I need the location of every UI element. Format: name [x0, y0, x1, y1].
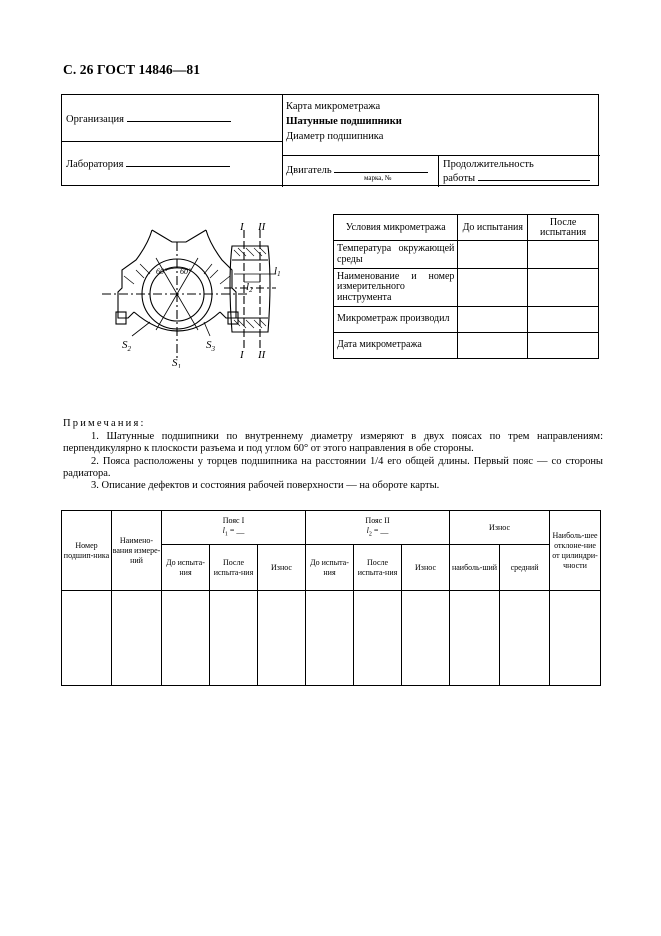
section-label-II-top: II [258, 221, 266, 233]
measurement-table [61, 510, 601, 686]
s1-label: $S_1$ [172, 357, 181, 368]
l1-label: l1 [274, 265, 281, 278]
header-card [61, 94, 599, 186]
col-belt2-before: До испыта-ния [306, 545, 354, 591]
col-belt1-wear: Износ [258, 545, 306, 591]
bearing-section-figure [224, 220, 286, 362]
conditions-header-before: До испытания [458, 215, 528, 241]
l2-label: l2 [246, 281, 253, 294]
card-title: Карта микрометража [286, 101, 381, 112]
duration-blank [478, 171, 590, 181]
conditions-cell-before [458, 241, 528, 269]
section-label-II-bottom: II [258, 349, 266, 361]
organization-label: Организация [66, 114, 124, 125]
table-row [62, 591, 601, 686]
col-measurement-name: Наимено-вания измере-ний [112, 511, 162, 591]
conditions-cell-after [528, 333, 599, 359]
conditions-cell-before [458, 307, 528, 333]
col-belt1-after: После испыта-ния [210, 545, 258, 591]
col-max-deviation: Наиболь-шее отклоне-ние от цилиндри-чности [550, 511, 601, 591]
note-item: 1. Шатунные подшипники по внутреннему диаметру измеряют в двух поясах по трем направлениям: перпендикулярно к плоскости разъема и под углом 60° от этого направления в обе стороны. [63, 431, 603, 455]
note-item: 2. Пояса расположены у торцев подшипника на расстоянии 1/4 его общей длины. Первый пояс — со стороны радиатора. [63, 455, 603, 479]
duration-field [443, 171, 590, 184]
laboratory-field [66, 157, 230, 170]
col-belt-1: Пояс I $l_1$ = __ [162, 511, 306, 545]
notes-title: Примечания: [63, 418, 146, 429]
engine-label: Двигатель [286, 165, 332, 176]
notes [63, 418, 603, 492]
note-item: 3. Описание дефектов и состояния рабочей поверхности — на обороте карты. [91, 480, 440, 492]
s2-label: $S_2$ [122, 339, 131, 353]
duration-label: Продолжительность [443, 159, 534, 170]
conditions-cell-after [528, 241, 599, 269]
organization-blank [127, 112, 231, 122]
conditions-cell-before [458, 333, 528, 359]
col-wear: Износ [450, 511, 550, 545]
duration-label-2: работы [443, 173, 476, 184]
card-subject: Шатунные подшипники [286, 116, 402, 127]
col-bearing-number: Номер подшип-ника [62, 511, 112, 591]
conditions-row-label: Дата микрометража [334, 333, 458, 359]
col-belt2-after: После испыта-ния [354, 545, 402, 591]
conditions-row-label: Наименование и номер измерительного инструмента [334, 269, 458, 307]
section-label-I-top: I [240, 221, 244, 233]
conditions-row-label: Температура окружающей среды [334, 241, 458, 269]
col-wear-largest: наиболь-ший [450, 545, 500, 591]
angle-label-1: 60° [156, 267, 168, 276]
laboratory-blank [126, 157, 230, 167]
col-belt2-wear: Износ [402, 545, 450, 591]
conditions-row-label: Микрометраж производил [334, 307, 458, 333]
col-belt1-before: До испыта-ния [162, 545, 210, 591]
angle-label-2: 60° [180, 267, 192, 276]
engine-blank [334, 163, 428, 173]
col-belt-2: Пояс II $l_2$ = __ [306, 511, 450, 545]
page-header: С. 26 ГОСТ 14846—81 [63, 62, 201, 77]
organization-field [66, 112, 231, 125]
s3-label: $S_3$ [206, 339, 215, 353]
engine-sublabel: марка, № [364, 174, 392, 182]
conditions-cell-before [458, 269, 528, 307]
card-diameter: Диаметр подшипника [286, 131, 384, 142]
col-wear-average: средний [500, 545, 550, 591]
conditions-cell-after [528, 307, 599, 333]
conditions-header-after: После испытания [528, 215, 599, 241]
engine-field [286, 163, 428, 176]
conditions-table [333, 214, 599, 359]
laboratory-label: Лаборатория [66, 159, 124, 170]
conditions-header-label: Условия микрометража [334, 215, 458, 241]
conditions-cell-after [528, 269, 599, 307]
section-label-I-bottom: I [240, 349, 244, 361]
